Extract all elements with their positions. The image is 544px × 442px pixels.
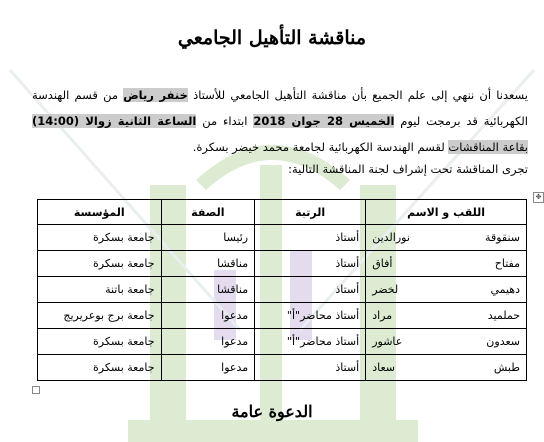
member-institution: جامعة بسكرة [38,355,162,381]
member-name: مفتاح أفاق [366,251,527,277]
paragraph-part-2: من قسم الهندسة الكهربائية قد برمجت ليوم [32,88,528,128]
committee-table [37,199,527,381]
member-rank: أستاذ [255,277,366,303]
table-row [38,277,527,303]
member-role: رئيسا [161,225,255,251]
member-name: سعدون عاشور [366,329,527,355]
member-role: مناقشا [161,251,255,277]
member-role: مدعوا [161,303,255,329]
member-role: مناقشا [161,277,255,303]
member-rank: أستاذ محاضر"أ" [255,303,366,329]
table-row [38,329,527,355]
committee-intro: تجرى المناقشة تحت إشراف لجنة المناقشة التالية: [288,162,528,176]
member-name: دهيمي لخضر [366,277,527,303]
member-name: سنقوقة نورالدين [366,225,527,251]
paragraph-part-4: لقسم الهندسة الكهربائية لجامعة محمد خيضر بسكرة. [192,140,449,154]
member-rank: أستاذ [255,355,366,381]
candidate-name: خنفر رياض [123,88,188,102]
paragraph-part-3: ابتداء من [196,114,254,128]
table-row [38,303,527,329]
table-resize-handle[interactable] [32,386,40,394]
member-institution: جامعة باتنة [38,277,162,303]
table-row [38,355,527,381]
member-institution: جامعة برج بوعريريج [38,303,162,329]
member-name: حملميد مراد [366,303,527,329]
member-rank: أستاذ [255,251,366,277]
member-rank: أستاذ محاضر"أ" [255,329,366,355]
member-institution: جامعة بسكرة [38,329,162,355]
table-row [38,251,527,277]
defense-hall: بقاعة المناقشات [448,140,528,154]
member-role: مدعوا [161,355,255,381]
document-title: مناقشة التأهيل الجامعي [177,27,367,49]
header-institution: المؤسسة [38,200,162,225]
table-row [38,225,527,251]
member-role: مدعوا [161,329,255,355]
defense-day: الخميس 28 جوان 2018 [253,114,395,128]
table-header-row [38,200,527,225]
table-move-handle[interactable]: ✥ [533,192,544,203]
header-name: اللقب و الاسم [366,200,527,225]
member-institution: جامعة بسكرة [38,225,162,251]
member-institution: جامعة بسكرة [38,251,162,277]
member-name: طبش سعاد [366,355,527,381]
header-rank: الرتبة [255,200,366,225]
defense-time: الساعة الثانية زوالا (14:00) [32,114,197,128]
member-rank: أستاذ [255,225,366,251]
announcement-paragraph [32,82,528,160]
header-role: الصفة [161,200,255,225]
paragraph-part-1: يسعدنا أن ننهي إلى علم الجميع بأن مناقشة التأهيل الجامعي للأستاذ [187,88,528,102]
invitation-text: الدعوة عامة [231,402,313,421]
